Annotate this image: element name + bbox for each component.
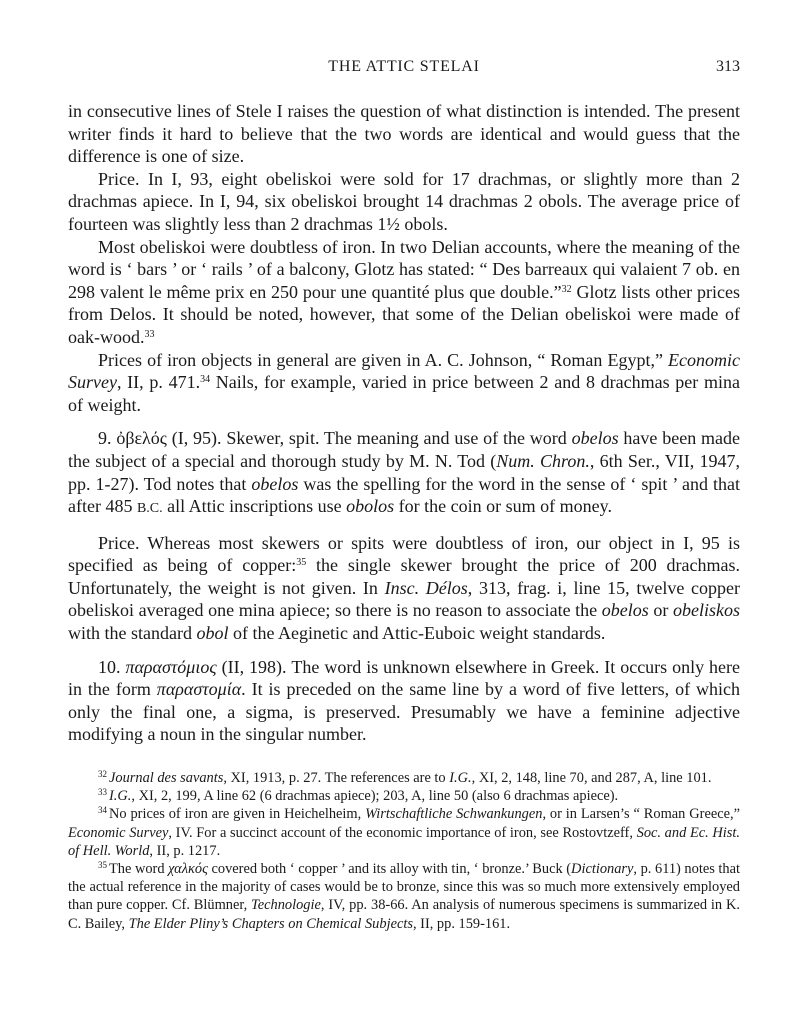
italic-title: I.G. <box>109 788 132 805</box>
italic-term: obelos <box>251 473 299 494</box>
text: , II, p. 1217. <box>149 842 221 859</box>
text: was the spelling for the word in the sense of ‘ spit ’ and that after 485 <box>68 473 740 517</box>
footnote-ref-33: 33 <box>144 328 155 340</box>
body-text <box>68 100 740 746</box>
greek-term: παραστομία <box>156 679 242 700</box>
text: , XI, 1913, p. 27. The references are to <box>223 770 450 786</box>
footnote-number: 34 <box>98 805 107 816</box>
text: have been made the subject of a special and thorough study by M. N. Tod ( <box>68 428 741 471</box>
greek-term: ὀβελός <box>116 428 167 449</box>
text: , XI, 2, 148, line 70, and 287, A, line 101. <box>471 770 712 786</box>
footnote-number: 35 <box>98 860 107 871</box>
paragraph-iron-prices <box>68 349 740 417</box>
entry-number: 9. <box>98 428 117 449</box>
text: for the coin or sum of money. <box>394 496 612 517</box>
italic-title: The Elder Pliny’s Chapters on Chemical Subjects <box>128 915 413 932</box>
running-title: THE ATTIC STELAI <box>328 58 480 75</box>
italic-title: Wirtschaftliche Schwankungen <box>365 806 543 823</box>
text: the single skewer brought the price of 200 drachmas. Unfortunately, the weight is not given. In <box>68 555 741 598</box>
small-caps-bc: B.C. <box>136 501 163 517</box>
italic-term: obolos <box>346 496 395 517</box>
footnote-ref-34: 34 <box>200 374 211 386</box>
text: (I, 95). Skewer, spit. The meaning and use of the word <box>166 428 572 449</box>
text: , 313, frag. i, line 15, twelve copper obeliskoi averaged one mina apiece; so there is no reason to associate the <box>68 577 740 621</box>
italic-title: I.G. <box>449 770 472 786</box>
footnote-32 <box>68 769 740 787</box>
italic-term: obeliskos <box>673 600 741 621</box>
text: Most obeliskoi were doubtless of iron. In two Delian accounts, where the meaning of the word is ‘ bars ’ or ‘ rails ’ of a balcony, Glotz has stated: “ Des barreaux qui valaient 7 ob. en 298 valent le même prix en 250 pour une quantité plus que double.” <box>68 236 740 302</box>
text: The word <box>109 861 169 878</box>
text: , or in Larsen’s “ Roman Greece,” <box>542 806 740 823</box>
italic-title: Soc. and Ec. Hist. of Hell. World <box>68 824 740 859</box>
greek-term: παραστόμιος <box>125 656 217 677</box>
text: , IV. For a succinct account of the economic importance of iron, see Rostovtzeff, <box>168 824 637 841</box>
text: or <box>648 600 674 621</box>
text: Nails, for example, varied in price between 2 and 8 drachmas per mina of weight. <box>68 372 740 415</box>
page-number: 313 <box>716 58 740 75</box>
paragraph-price-skewer <box>68 532 740 645</box>
footnotes <box>68 769 740 933</box>
entry-number: 10. <box>98 656 126 677</box>
italic-title: Insc. Délos <box>384 577 468 598</box>
text: , IV, pp. 38-66. An analysis of numerous specimens is summarized in K. C. Bailey, <box>68 897 740 932</box>
footnote-34 <box>68 805 740 860</box>
footnote-33 <box>68 787 740 805</box>
text: all Attic inscriptions use <box>162 496 347 517</box>
footnote-number: 32 <box>98 769 107 779</box>
text: No prices of iron are given in Heichelheim, <box>109 806 366 823</box>
text: of the Aeginetic and Attic-Euboic weight standards. <box>228 623 606 644</box>
running-header <box>68 58 740 84</box>
entry-9-obelos <box>68 427 740 520</box>
text: (II, 198). The word is unknown elsewhere in Greek. It occurs only here in the form <box>68 656 741 700</box>
italic-title: Economic Survey <box>68 824 169 841</box>
text: , II, p. 471. <box>116 372 201 393</box>
text: , II, pp. 159-161. <box>412 915 511 932</box>
paragraph-continuation: in consecutive lines of Stele I raises the question of what distinction is intended. The present writer finds it hard to believe that the two words are identical and would guess that the difference is one of size. <box>68 101 740 167</box>
italic-term: obelos <box>571 428 619 449</box>
paragraph-price-obeliskoi: Price. In I, 93, eight obeliskoi were sold for 17 drachmas, or slightly more than 2 drachmas apiece. In I, 94, six obeliskoi brought 14 drachmas 2 obols. The average price of fourteen was slightly less than 2 drachmas 1½ obols. <box>68 168 740 234</box>
italic-title: Num. Chron. <box>496 450 590 471</box>
italic-term: obol <box>196 623 229 644</box>
entry-10-parastomios <box>68 656 740 746</box>
italic-title: Journal des savants <box>109 770 224 786</box>
text: , 6th Ser., VII, 1947, pp. 1-27). Tod notes that <box>68 450 740 494</box>
footnote-ref-35: 35 <box>296 557 307 569</box>
italic-term: obelos <box>601 600 649 621</box>
greek-term: χαλκός <box>168 861 208 878</box>
paragraph-iron-obeliskoi <box>68 236 740 349</box>
text: Glotz lists other prices from Delos. It should be noted, however, that some of the Delian obeliskoi were made of oak-wood. <box>68 281 741 347</box>
text: , XI, 2, 199, A line 62 (6 drachmas apiece); 203, A, line 50 (also 6 drachmas apiece). <box>131 788 619 805</box>
italic-title: Dictionary <box>571 861 634 878</box>
footnote-35 <box>68 860 740 933</box>
text: , p. 611) notes that the actual reference in the majority of cases would be to bronze, since this was so much more extensively employed than pure copper. Cf. Blümner, <box>68 861 740 914</box>
text: with the standard <box>68 623 197 644</box>
text: . It is preceded on the same line by a word of five letters, of which only the final one, a sigma, is preserved. Presumably we have a feminine adjective modifying a noun in the singular number. <box>68 679 741 745</box>
text: covered both ‘ copper ’ and its alloy with tin, ‘ bronze.’ Buck ( <box>207 861 572 878</box>
text: Prices of iron objects in general are given in A. C. Johnson, “ Roman Egypt,” <box>98 349 669 370</box>
footnote-ref-32: 32 <box>561 283 572 295</box>
italic-title: Economic Survey <box>68 349 740 393</box>
text: Price. Whereas most skewers or spits were doubtless of iron, our object in I, 95 is specified as being of copper: <box>68 532 740 576</box>
footnote-number: 33 <box>98 787 107 798</box>
italic-title: Technologie <box>251 897 321 914</box>
